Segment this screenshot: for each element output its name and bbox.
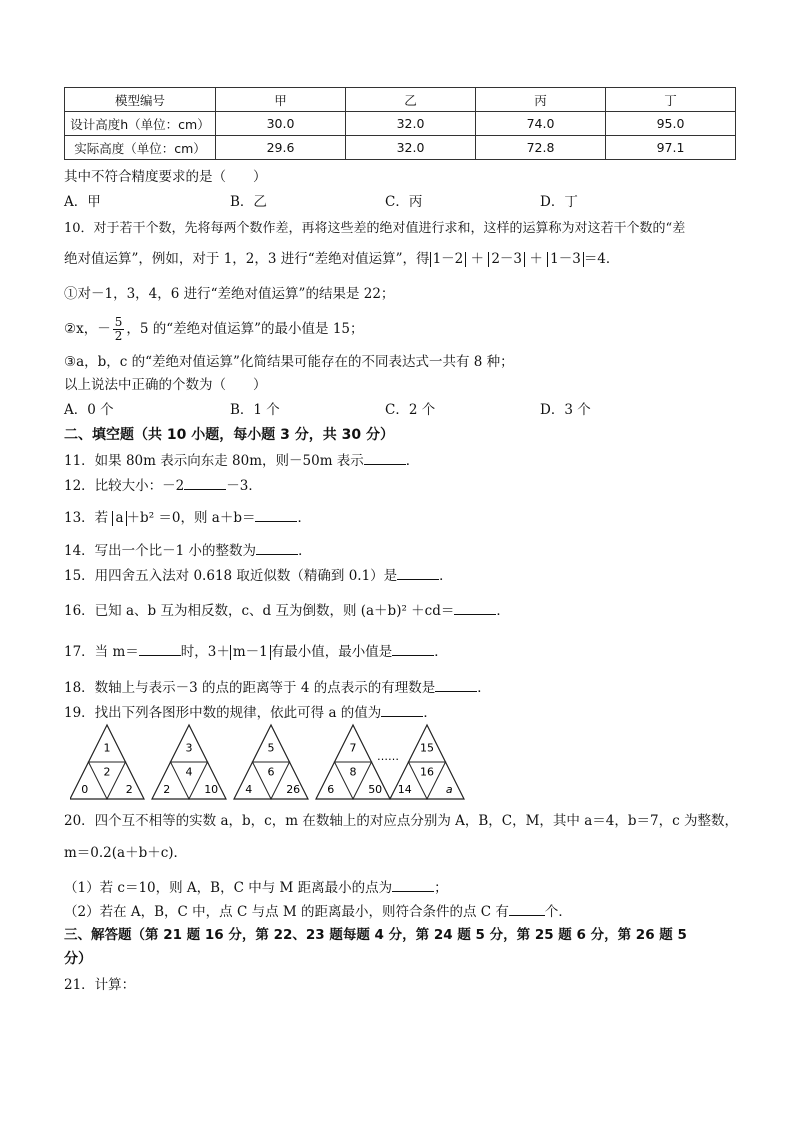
q9-option-a: A．甲 bbox=[64, 194, 101, 210]
q19-text: 19．找出下列各图形中数的规律，依此可得 a 的值为 bbox=[64, 705, 382, 721]
table-cell: 甲 bbox=[216, 88, 346, 112]
q10-ask: 以上说法中正确的个数为（ ） bbox=[64, 377, 267, 393]
q13-end: ． bbox=[297, 510, 311, 526]
section-2-heading: 二、填空题（共 10 小题，每小题 3 分，共 30 分） bbox=[64, 427, 394, 443]
table-row bbox=[65, 112, 736, 136]
q18-end: ． bbox=[477, 680, 491, 696]
table-cell: 72.8 bbox=[476, 136, 606, 160]
q10-line1: 10．对于若干个数，先将每两个数作差，再将这些差的绝对值进行求和，这样的运算称为对这若干个数的“差 bbox=[64, 221, 686, 236]
q18 bbox=[64, 678, 491, 697]
table-cell: 97.1 bbox=[606, 136, 736, 160]
model-height-table bbox=[64, 87, 736, 160]
q10-option-b: B．1 个 bbox=[230, 402, 280, 418]
q9-option-c: C．丙 bbox=[385, 194, 423, 210]
q14-end: ． bbox=[298, 543, 312, 559]
q20-line1: 20．四个互不相等的实数 a，b，c，m 在数轴上的对应点分别为 A，B，C，M，其中 a＝4，b＝7，c 为整数， bbox=[64, 813, 738, 829]
ellipsis: …… bbox=[377, 750, 399, 763]
table-cell: 实际高度（单位：cm） bbox=[65, 136, 216, 160]
q17-mid: 时，3＋ bbox=[180, 644, 230, 660]
answer-blank bbox=[364, 451, 406, 465]
q15-end: ． bbox=[439, 568, 453, 584]
answer-blank bbox=[381, 703, 423, 717]
q16-text: 16．已知 a、b 互为相反数，c、d 互为倒数，则 (a＋b)² ＋cd＝ bbox=[64, 603, 455, 619]
table-cell: 丙 bbox=[476, 88, 606, 112]
q20-p2-text: （2）若在 A，B，C 中，点 C 与点 M 的距离最小，则符合条件的点 C 有 bbox=[64, 904, 509, 920]
abs-expression: 2－3 bbox=[488, 252, 525, 267]
q20-line2: m＝0.2(a＋b＋c)． bbox=[64, 845, 188, 861]
q20-part1 bbox=[64, 878, 448, 897]
q17-text: 17．当 m＝ bbox=[64, 644, 139, 660]
q9-stem: 其中不符合精度要求的是（ ） bbox=[64, 169, 267, 185]
q10-option-a: A．0 个 bbox=[64, 402, 114, 418]
answer-blank bbox=[392, 878, 434, 892]
abs-expression: 1－3 bbox=[547, 252, 584, 267]
table-cell: 30.0 bbox=[216, 112, 346, 136]
q20-p1-end: ； bbox=[434, 880, 448, 896]
answer-blank bbox=[435, 678, 477, 692]
q20-part2 bbox=[64, 902, 572, 921]
q13-text: 13．若 bbox=[64, 510, 109, 526]
q20-p1-text: （1）若 c＝10，则 A，B，C 中与 M 距离最小的点为 bbox=[64, 880, 393, 896]
abs-expression: m－1 bbox=[230, 645, 271, 660]
q12-end: －3． bbox=[226, 478, 262, 494]
q11-text: 11．如果 80m 表示向东走 80m，则－50m 表示 bbox=[64, 453, 364, 469]
q10-statement-2 bbox=[64, 316, 364, 343]
triangle-left-number: 14 bbox=[397, 783, 412, 796]
triangle-top-number: 1 bbox=[103, 741, 111, 755]
triangle-left-number: 6 bbox=[327, 783, 335, 796]
triangle-middle-number: 6 bbox=[267, 765, 275, 779]
triangle-right-number: 26 bbox=[286, 783, 301, 796]
fraction-numerator: 5 bbox=[114, 315, 123, 329]
answer-blank bbox=[454, 601, 496, 615]
q11-end: ． bbox=[405, 453, 420, 469]
q20-p2-end: 个． bbox=[544, 904, 572, 920]
answer-blank bbox=[392, 642, 434, 656]
triangle-right-number: 50 bbox=[368, 783, 383, 796]
triangle-left-number: 2 bbox=[163, 783, 171, 796]
q14-text: 14．写出一个比－1 小的整数为 bbox=[64, 543, 257, 559]
table-row bbox=[65, 136, 736, 160]
section-3-heading-cont: 分） bbox=[64, 951, 92, 967]
triangle-middle-number: 4 bbox=[185, 765, 193, 779]
q15 bbox=[64, 566, 453, 585]
abs-expression: a bbox=[112, 511, 126, 526]
answer-blank bbox=[397, 566, 439, 580]
q10-line2-text: 绝对值运算”，例如，对于 1，2，3 进行“差绝对值运算”，得 bbox=[64, 251, 430, 267]
table-cell: 29.6 bbox=[216, 136, 346, 160]
q9-option-b: B．乙 bbox=[230, 194, 267, 210]
q12-text: 12．比较大小：－2 bbox=[64, 478, 185, 494]
q10-statement-1: ①对－1，3，4，6 进行“差绝对值运算”的结果是 22； bbox=[64, 286, 395, 302]
q11 bbox=[64, 451, 419, 470]
answer-blank bbox=[256, 541, 298, 555]
triangle-top-number: 15 bbox=[420, 741, 434, 755]
q17 bbox=[64, 642, 448, 661]
q16 bbox=[64, 601, 510, 620]
q16-end: ． bbox=[496, 603, 510, 619]
q10-s2-start: ②x，－ bbox=[64, 321, 111, 337]
answer-blank bbox=[509, 902, 545, 916]
triangle-top-number: 5 bbox=[267, 741, 275, 755]
q10-statement-3: ③a，b，c 的“差绝对值运算”化简结果可能存在的不同表达式一共有 8 种； bbox=[64, 354, 514, 370]
q17-mid2: 有最小值，最小值是 bbox=[270, 644, 393, 660]
triangle-middle-number: 16 bbox=[420, 765, 434, 779]
fraction-denominator: 2 bbox=[114, 329, 123, 343]
table-cell: 74.0 bbox=[476, 112, 606, 136]
triangle-top-number: 7 bbox=[349, 741, 357, 755]
answer-blank bbox=[184, 476, 226, 490]
triangle-left-number: 0 bbox=[81, 783, 89, 796]
q10-line2-end: ＝4． bbox=[583, 251, 620, 267]
triangle-pattern-figure bbox=[70, 722, 490, 800]
q9-option-d: D．丁 bbox=[540, 194, 578, 210]
table-cell: 32.0 bbox=[346, 136, 476, 160]
triangle-top-number: 3 bbox=[185, 741, 193, 755]
q13-mid: ＋b² ＝0，则 a＋b＝ bbox=[126, 510, 256, 526]
triangle-left-number: 4 bbox=[245, 783, 253, 796]
q10-line2: 绝对值运算”，例如，对于 1，2，3 进行“差绝对值运算”，得 1－2 ＋ 2－3 ＋ 1－3 ＝4． bbox=[64, 251, 620, 267]
table-cell: 32.0 bbox=[346, 112, 476, 136]
q18-text: 18．数轴上与表示－3 的点的距离等于 4 的点表示的有理数是 bbox=[64, 680, 436, 696]
table-cell: 乙 bbox=[346, 88, 476, 112]
triangle-right-number: 10 bbox=[204, 783, 219, 796]
answer-blank bbox=[255, 508, 297, 522]
triangle-right-number: 2 bbox=[125, 783, 133, 796]
triangle-right-number: a bbox=[445, 783, 453, 796]
fraction bbox=[113, 316, 125, 343]
table-cell: 模型编号 bbox=[65, 88, 216, 112]
table-cell: 设计高度h（单位：cm） bbox=[65, 112, 216, 136]
abs-expression: 1－2 bbox=[430, 252, 467, 267]
q10-option-c: C．2 个 bbox=[385, 402, 436, 418]
q21: 21．计算： bbox=[64, 977, 136, 993]
answer-blank bbox=[139, 642, 181, 656]
section-3-heading: 三、解答题（第 21 题 16 分，第 22、23 题每题 4 分，第 24 题 5 分，第 25 题 6 分，第 26 题 5 bbox=[64, 927, 687, 943]
q10-option-d: D．3 个 bbox=[540, 402, 591, 418]
triangle-middle-number: 2 bbox=[103, 765, 111, 779]
q13 bbox=[64, 508, 311, 527]
q10-s2-end: ，5 的“差绝对值运算”的最小值是 15； bbox=[126, 321, 364, 337]
q14 bbox=[64, 541, 312, 560]
q17-end: ． bbox=[434, 644, 448, 660]
q19 bbox=[64, 703, 437, 722]
q19-end: ． bbox=[423, 705, 437, 721]
table-header-row bbox=[65, 88, 736, 112]
q12 bbox=[64, 476, 262, 495]
table-cell: 丁 bbox=[606, 88, 736, 112]
triangle-middle-number: 8 bbox=[349, 765, 357, 779]
q15-text: 15．用四舍五入法对 0.618 取近似数（精确到 0.1）是 bbox=[64, 568, 398, 584]
table-cell: 95.0 bbox=[606, 112, 736, 136]
